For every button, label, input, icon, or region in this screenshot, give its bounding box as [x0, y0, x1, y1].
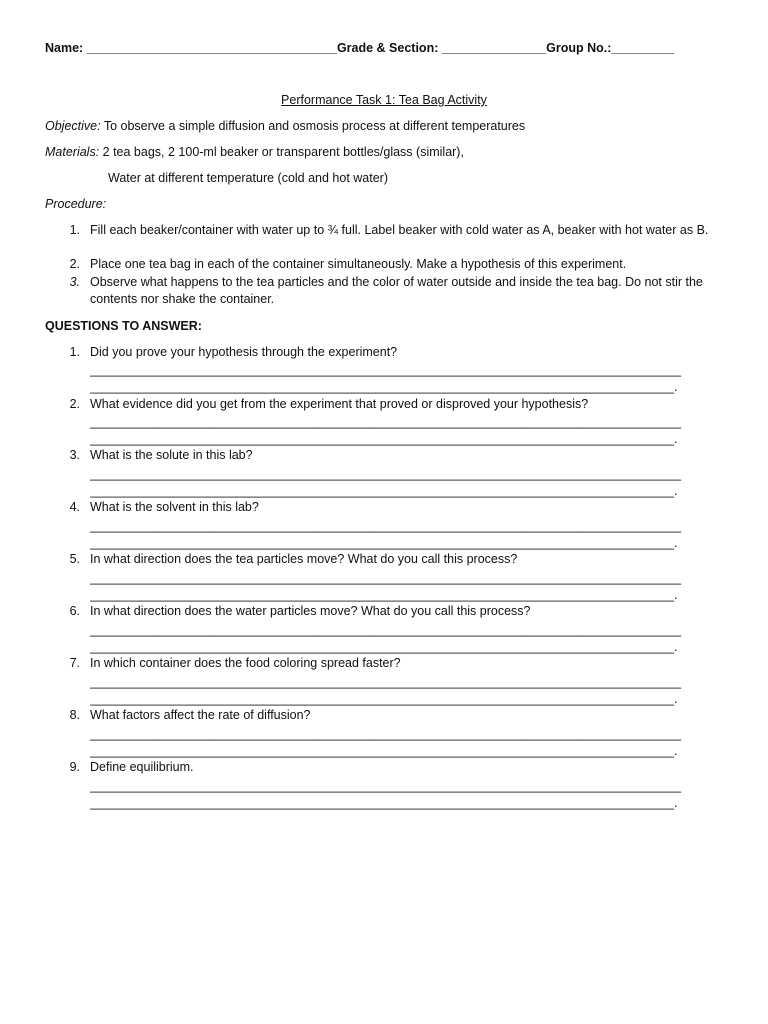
question-number: 6. — [69, 604, 80, 618]
objective-line — [45, 118, 525, 135]
question-number: 4. — [69, 500, 80, 514]
answer-line[interactable]: ____________________________________________________________________________________. — [90, 484, 678, 498]
materials-continuation: Water at different temperature (cold and hot water) — [108, 171, 388, 185]
name-field-label[interactable]: Name: ____________________________________ — [45, 41, 337, 55]
question-text: Did you prove your hypothesis through the experiment? — [90, 345, 398, 359]
student-info-header — [45, 40, 725, 57]
answer-line[interactable]: _____________________________________________________________________________________ — [90, 363, 681, 377]
question-text: Define equilibrium. — [90, 760, 194, 774]
question-number: 5. — [69, 552, 80, 566]
question-text: What is the solute in this lab? — [90, 448, 253, 462]
answer-line[interactable]: ____________________________________________________________________________________. — [90, 640, 678, 654]
question-text: What evidence did you get from the experiment that proved or disproved your hypothesis? — [90, 397, 589, 411]
question-number: 1. — [69, 345, 80, 359]
question-number: 8. — [69, 708, 80, 722]
grade-section-field-label[interactable]: Grade & Section: _______________ — [336, 41, 547, 55]
procedure-step-text: Fill each beaker/container with water up to ¾ full. Label beaker with cold water as A, beaker with hot water as B. — [90, 223, 709, 237]
group-number-field-label[interactable]: Group No.:_________ — [546, 41, 674, 55]
question-text: In what direction does the tea particles move? What do you call this process? — [90, 552, 518, 566]
answer-line[interactable]: ____________________________________________________________________________________. — [90, 744, 678, 758]
materials-label: Materials: — [45, 145, 100, 159]
procedure-step-number: 3. — [69, 275, 80, 289]
answer-line[interactable]: _____________________________________________________________________________________ — [90, 571, 681, 585]
procedure-step-text: Observe what happens to the tea particles and the color of water outside and inside the tea bag. Do not stir the contents nor shake the container. — [90, 275, 703, 306]
answer-line[interactable]: _____________________________________________________________________________________ — [90, 623, 681, 637]
answer-line[interactable]: _____________________________________________________________________________________ — [90, 727, 681, 741]
procedure-step-number: 1. — [69, 223, 80, 237]
answer-line[interactable]: _____________________________________________________________________________________ — [90, 779, 681, 793]
answer-line[interactable]: ____________________________________________________________________________________. — [90, 796, 678, 810]
answer-line[interactable]: _____________________________________________________________________________________ — [90, 415, 681, 429]
objective-label: Objective: — [45, 119, 101, 133]
questions-heading: QUESTIONS TO ANSWER: — [45, 319, 202, 333]
question-number: 3. — [69, 448, 80, 462]
answer-line[interactable]: _____________________________________________________________________________________ — [90, 675, 681, 689]
procedure-step-number: 2. — [69, 257, 80, 271]
question-number: 7. — [69, 656, 80, 670]
question-text: What is the solvent in this lab? — [90, 500, 259, 514]
question-text: In which container does the food coloring spread faster? — [90, 656, 401, 670]
answer-line[interactable]: ____________________________________________________________________________________. — [90, 588, 678, 602]
page-title: Performance Task 1: Tea Bag Activity — [281, 93, 487, 107]
procedure-step-text: Place one tea bag in each of the container simultaneously. Make a hypothesis of this experiment. — [90, 257, 627, 271]
materials-line — [45, 144, 464, 161]
answer-line[interactable]: ____________________________________________________________________________________. — [90, 692, 678, 706]
answer-line[interactable]: _____________________________________________________________________________________ — [90, 467, 681, 481]
question-text: In what direction does the water particles move? What do you call this process? — [90, 604, 531, 618]
materials-text: 2 tea bags, 2 100-ml beaker or transparent bottles/glass (similar), — [99, 145, 464, 159]
objective-text: To observe a simple diffusion and osmosis process at different temperatures — [100, 119, 526, 133]
answer-line[interactable]: ____________________________________________________________________________________. — [90, 432, 678, 446]
question-number: 9. — [69, 760, 80, 774]
answer-line[interactable]: ____________________________________________________________________________________. — [90, 536, 678, 550]
procedure-label: Procedure: — [45, 197, 107, 211]
answer-line[interactable]: _____________________________________________________________________________________ — [90, 519, 681, 533]
question-text: What factors affect the rate of diffusion? — [90, 708, 311, 722]
answer-line[interactable]: ____________________________________________________________________________________. — [90, 380, 678, 394]
question-number: 2. — [69, 397, 80, 411]
